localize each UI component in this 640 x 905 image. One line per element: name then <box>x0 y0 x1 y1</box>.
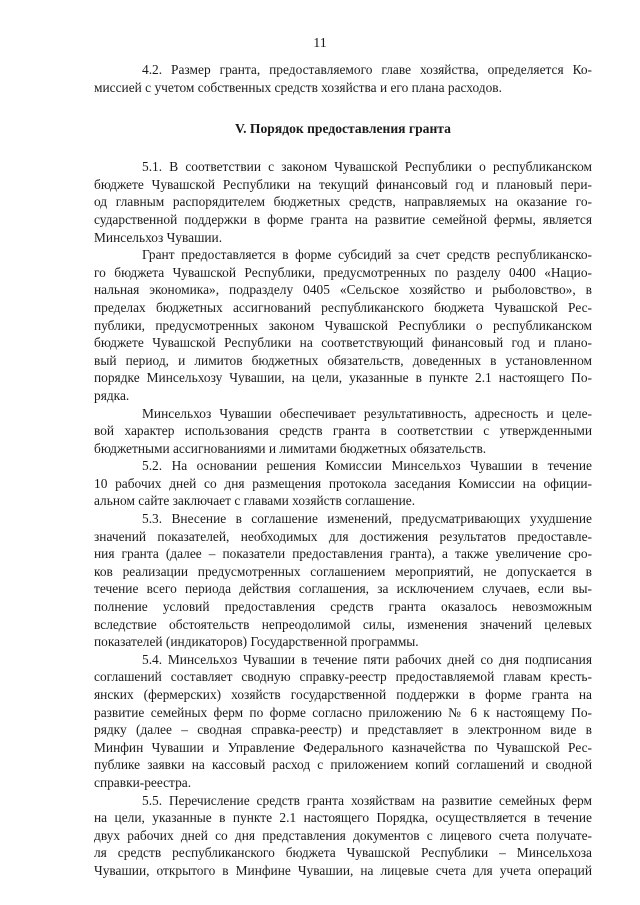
paragraph-5-2 <box>94 457 592 510</box>
paragraph-minselhoz-ensures <box>94 405 592 458</box>
paragraph-5-3 <box>94 510 592 651</box>
text-line: миссией с учетом собственных средств хозяйства и его плана расходов. <box>94 79 502 95</box>
text-line: вследствие обстоятельств непреодолимой силы, изменения значений целевых <box>94 616 592 632</box>
text-line: течение всего периода действия соглашения, за исключением случаев, если вы- <box>94 581 592 597</box>
text-line: альном сайте заключает с главами хозяйств соглашение. <box>94 493 416 509</box>
text-line: 5.4. Минсельхоз Чувашии в течение пяти рабочих дней со дня подписания <box>142 651 592 667</box>
text-line: вый период, и лимитов бюджетных обязательств, доведенных в установленном <box>94 352 592 368</box>
page-number: 11 <box>313 36 327 51</box>
text-line: показателей (индикаторов) Государственной программы. <box>94 634 419 650</box>
paragraph-5-4 <box>94 651 592 792</box>
paragraph-5-5 <box>94 792 592 880</box>
text-line: нальная экономика», подразделу 0405 «Сельское хозяйство и рыболовство», в <box>94 282 592 298</box>
text-line: рядку (далее – сводная справка-реестр) и представляет в электронном виде в <box>94 722 592 738</box>
text-line: бюджетными ассигнованиями и лимитами бюджетных обязательств. <box>94 440 487 456</box>
text-line: 5.2. На основании решения Комиссии Минсельхоз Чувашии в течение <box>142 458 592 474</box>
text-line: Минсельхоз Чувашии обеспечивает результативность, адресность и целе- <box>142 405 592 421</box>
paragraph-4-2 <box>94 61 592 96</box>
text-line: развитие семейных ферм по форме согласно приложению № 6 к настоящему По- <box>94 704 592 720</box>
text-line: публики, предусмотренных законом Чувашской Республики о республиканском <box>94 317 592 333</box>
paragraph-grant-form <box>94 246 592 404</box>
text-line: Чувашии, открытого в Минфине Чувашии, на лицевые счета для учета операций <box>94 862 592 878</box>
text-line: двух рабочих дней со дня представления документов с лицевого счета получате- <box>94 827 592 843</box>
text-line: ния гранта (далее – показатели предоставления гранта), а также увеличение сро- <box>94 546 592 562</box>
text-line: справки-реестра. <box>94 774 192 790</box>
text-line: 10 рабочих дней со дня размещения протокола заседания Комиссии на официи- <box>94 475 592 491</box>
text-line: на цели, указанные в пункте 2.1 настоящего Порядка, осуществляется в течение <box>94 810 592 826</box>
text-line: Минфин Чувашии и Управление Федерального казначейства по Чувашской Рес- <box>94 739 592 755</box>
text-line: 5.3. Внесение в соглашение изменений, предусматривающих ухудшение <box>142 511 592 527</box>
text-line: янских (фермерских) хозяйств государственной поддержки в форме гранта на <box>94 687 592 702</box>
text-line: вой характер использования средств гранта в соответствии с утвержденными <box>94 423 592 439</box>
section-heading-v: V. Порядок предоставления гранта <box>235 121 451 137</box>
text-line: публике заявки на кассовый расход с приложением копий соглашений и сводной <box>94 757 592 773</box>
text-line: 5.1. В соответствии с законом Чувашской Республики о республиканском <box>142 159 592 175</box>
text-line: го бюджета Чувашской Республики, предусмотренных по разделу 0400 «Нацио- <box>94 264 592 280</box>
text-line: ков реализации предусмотренных соглашением мероприятий, не допускается в <box>94 563 592 579</box>
text-line: ля средств республиканского бюджета Чувашской Республики – Минсельхоза <box>94 845 592 861</box>
text-line: Минсельхоз Чувашии. <box>94 229 223 245</box>
document-body <box>94 61 592 880</box>
text-line: значений показателей, необходимых для достижения результатов предоставле- <box>94 528 592 544</box>
text-line: Грант предоставляется в форме субсидий за счет средств республиканско- <box>142 247 592 263</box>
text-line: 4.2. Размер гранта, предоставляемого главе хозяйства, определяется Ко- <box>142 62 592 77</box>
text-line: рядка. <box>94 387 130 403</box>
text-line: пределах бюджетных ассигнований республиканского бюджета Чувашской Рес- <box>94 299 592 315</box>
text-line: бюджете Чувашской Республики на текущий финансовый год и плановый пери- <box>94 176 592 192</box>
text-line: полнение условий предоставления средств гранта оказалось невозможным <box>94 599 592 615</box>
text-line: од главным распорядителем бюджетных средств, направляемых на оказание го- <box>94 194 592 210</box>
text-line: сударственной поддержки в форме гранта на развитие семейной фермы, является <box>94 211 592 227</box>
text-line: бюджете Чувашской Республики на соответствующий финансовый год и плано- <box>94 335 592 351</box>
paragraph-5-1 <box>94 158 592 246</box>
text-line: соглашений составляет сводную справку-реестр предоставляемой главам кресть- <box>94 669 592 685</box>
text-line: 5.5. Перечисление средств гранта хозяйствам на развитие семейных ферм <box>142 792 592 808</box>
text-line: порядке Минсельхозу Чувашии, на цели, указанные в пункте 2.1 настоящего По- <box>94 370 592 386</box>
